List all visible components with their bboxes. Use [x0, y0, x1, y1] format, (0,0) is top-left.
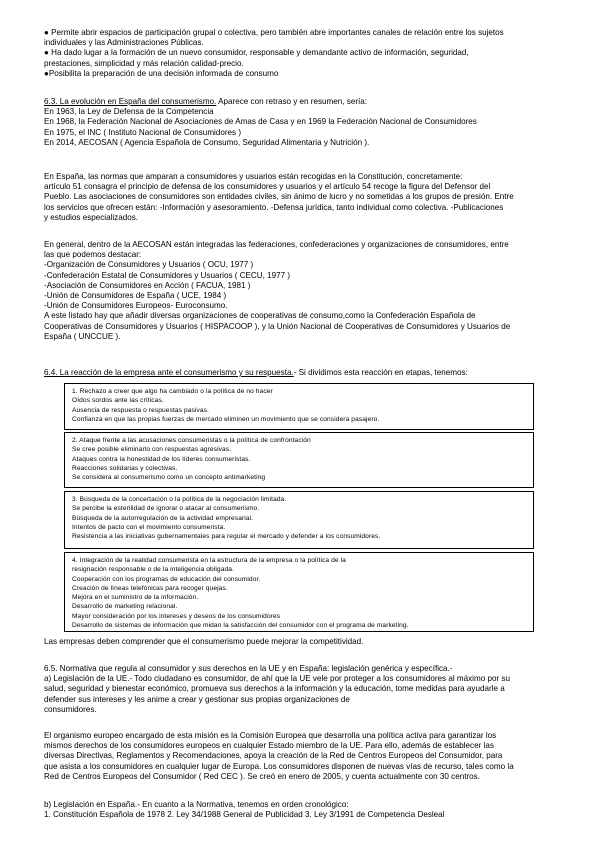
stage-line: Se cree posible eliminarlo con respuestas agresivas.: [72, 446, 232, 454]
benefits-bullets: [44, 28, 564, 79]
paragraph-line: El organismo europeo encargado de esta misión es la Comisión Europea que desarrolla una política activa para garantizar los: [44, 731, 497, 740]
paragraph-line: artículo 51 consagra el principio de defensa de los consumidores y usuarios y el artículo 54 recoge la figura del Defensor del: [44, 182, 491, 192]
section-heading-title: 6.3. La evolución en España del consumerismo.: [44, 97, 217, 106]
section-heading: [44, 97, 564, 107]
paragraph-line: Red de Centros Europeos del Consumidor ( Red CEC ). Se creó en enero de 2005, y cuenta actualmente con 30 centros.: [44, 771, 480, 781]
stage-line: Oídos sordos ante las críticas.: [72, 397, 164, 405]
stage-box-1: [64, 383, 534, 430]
constitution-paragraph: [44, 172, 564, 223]
section-heading-rest: Aparece con retraso y en resumen, sería:: [216, 97, 368, 106]
timeline-line: En 1968, la Federación Nacional de Asociaciones de Amas de Casa y en 1969 la Federación Nacional de Consumidores: [44, 117, 477, 127]
section-6-3: [44, 97, 564, 148]
stage-title: 1. Rechazo a creer que algo ha cambiado o la política de no hacer: [72, 388, 273, 395]
timeline-line: En 1963, la Ley de Defensa de la Competencia: [44, 107, 214, 117]
stage-line: Mejora en el suministro de la información.: [72, 594, 199, 602]
paragraph-line: En general, dentro de la AECOSAN están integradas las federaciones, confederaciones y organizaciones de consumidores, entre: [44, 240, 509, 249]
stage-title: 4. Integración de la realidad consumerista en la estructura de la empresa o la política de la: [72, 557, 346, 564]
section-heading: [44, 368, 564, 378]
stage-line: Reacciones solidarias y colectivas.: [72, 464, 178, 472]
paragraph-line: Pueblo. Las asociaciones de consumidores son entidades civiles, sin ánimo de lucro y no sometidas a los grupos de presión. Entre: [44, 192, 514, 202]
paragraph-line: los servicios que ofrecen están: -Información y asesoramiento. -Defensa jurídica, tanto individual como colectiva. -Publicaciones: [44, 202, 504, 212]
paragraph-line: defender sus intereses y les anime a crear y gestionar sus propias organizaciones de: [44, 694, 350, 704]
stage-line: Desarrollo de sistemas de información que midan la satisfacción del consumidor con el programa de marketing.: [72, 622, 409, 630]
section-heading-rest: - Si dividimos esta reacción en etapas, tenemos:: [293, 368, 468, 377]
paragraph-line: En España, las normas que amparan a consumidores y usuarios están recogidas en la Constitución, concretamente:: [44, 172, 463, 181]
section-heading-title: 6.4. La reacción de la empresa ante el consumerismo y su respuesta.: [44, 368, 294, 377]
paragraph-line: A este listado hay que añadir diversas organizaciones de cooperativas de consumo,como la Confederación Española de: [44, 311, 476, 321]
stage-line: Cooperación con los programas de educación del consumidor.: [72, 575, 261, 583]
paragraph-line: Cooperativas de Consumidores y Usuarios ( HISPACOOP ), y la Unión Nacional de Cooperativas de Consumidores y Usuarios de: [44, 321, 511, 331]
paragraph-line: y estudios especializados.: [44, 212, 139, 222]
stage-box-3: [64, 491, 534, 549]
stage-box-4: [64, 552, 534, 632]
bullet-line: ● Ha dado lugar a la formación de un nuevo consumidor, responsable y demandante activo de información, seguridad,: [44, 48, 469, 58]
paragraph-line: a) Legislación de la UE.- Todo ciudadano es consumidor, de ahí que la UE vele por proteger a los consumidores al máximo por su: [44, 674, 510, 684]
bullet-line: prestaciones, simplicidad y más relación calidad-precio.: [44, 58, 244, 68]
paragraph-line: las que podemos destacar:: [44, 250, 142, 260]
closing-line: Las empresas deben comprender que el consumerismo puede mejorar la competitividad.: [44, 637, 364, 646]
stage-title: 2. Ataque frente a las acusaciones consumeristas o la política de confrontación: [72, 437, 311, 444]
commission-paragraph: [44, 731, 564, 782]
bullet-line: individuales y las Administraciones Públicas.: [44, 38, 204, 48]
paragraph-line: 1. Constitución Española de 1978 2. Ley 34/1988 General de Publicidad 3. Ley 3/1991 de Competencia Desleal: [44, 810, 445, 820]
list-item: -Confederación Estatal de Consumidores y Usuarios ( CECU, 1977 ): [44, 270, 291, 280]
stage-box-2: [64, 432, 534, 488]
paragraph-line: consumidores.: [44, 704, 97, 714]
stage-line: Creación de líneas telefónicas para recoger quejas.: [72, 584, 228, 592]
paragraph-line: b) Legislación en España.- En cuanto a la Normativa, tenemos en orden cronológico:: [44, 800, 349, 809]
paragraph-line: mismos derechos de los consumidores europeos en cualquier Estado miembro de la UE. Para ello, además de establecer las: [44, 741, 494, 751]
section-heading: 6.5. Normativa que regula al consumidor y sus derechos en la UE y en España: legislación genérica y específica.-: [44, 664, 453, 673]
stage-line: Se considera al consumerismo como un concepto antimarketing: [72, 474, 266, 482]
stage-title: 3. Búsqueda de la concertación o la política de la negociación limitada.: [72, 496, 287, 503]
stage-line: Ausencia de respuesta o respuestas pasivas.: [72, 406, 209, 414]
stage-line: Resistencia a las iniciativas gubernamentales para regular el mercado y defender a los consumidores.: [72, 533, 381, 541]
section-6-4-heading: [44, 368, 564, 378]
list-item: -Asociación de Consumidores en Acción ( FACUA, 1981 ): [44, 280, 251, 290]
section-6-4-closing: [44, 637, 564, 647]
bullet-line: ●Posibilita la preparación de una decisión informada de consumo: [44, 68, 279, 78]
bullet-line: ● Permite abrir espacios de participación grupal o colectiva, pero también abre importantes canales de relación entre los sujetos: [44, 28, 504, 37]
paragraph-line: que asista a los consumidores en cualquier lugar de Europa. Los consumidores disponen de nuevas vías de recurso, tales como la: [44, 761, 514, 771]
paragraph-line: diversas Directivas, Reglamentos y Recomendaciones, apoya la creación de la Red de Centros Europeos del Consumidor, para: [44, 751, 503, 761]
spain-legislation: [44, 800, 564, 820]
stage-line: Se percibe la esterilidad de ignorar o atacar al consumerismo.: [72, 505, 260, 513]
list-item: -Unión de Consumidores de España ( UCE, 1984 ): [44, 291, 227, 301]
stage-line: Intentos de pacto con el movimiento consumerista.: [72, 523, 226, 531]
stage-line: Desarrollo de marketing relacional.: [72, 603, 178, 611]
stage-line: resignación responsable o de la inteligencia obligada.: [72, 566, 234, 574]
timeline-line: En 1975, el INC ( Instituto Nacional de Consumidores ): [44, 127, 242, 137]
list-item: -Organización de Consumidores y Usuarios ( OCU, 1977 ): [44, 260, 254, 270]
stage-line: Confianza en que las propias fuerzas de mercado eliminen un movimiento que se considera pasajero.: [72, 415, 380, 423]
paragraph-line: salud, seguridad y bienestar económico, promueva sus derechos a la información y la educación, tome medidas para ayudarle a: [44, 684, 505, 694]
list-item: -Unión de Consumidores Europeos- Euroconsumo.: [44, 301, 228, 311]
timeline-line: En 2014, AECOSAN ( Agencia Española de Consumo, Seguridad Alimentaria y Nutrición ).: [44, 137, 370, 147]
aecosan-paragraph: [44, 240, 564, 342]
stage-line: Mayor consideración por los intereses y deseos de los consumidores: [72, 612, 281, 620]
paragraph-line: España ( UNCCUE ).: [44, 331, 121, 341]
stage-line: Ataques contra la honestidad de los líderes consumeristas.: [72, 455, 251, 463]
section-6-5: [44, 664, 564, 715]
stage-line: Búsqueda de la autorregulación de la actividad empresarial.: [72, 514, 254, 522]
